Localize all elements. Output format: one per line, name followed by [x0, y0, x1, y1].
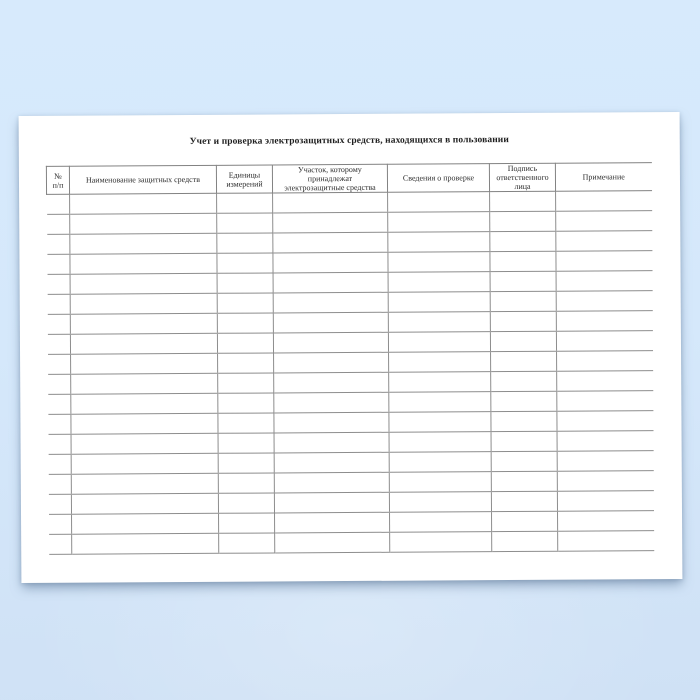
- empty-cell: [389, 492, 491, 513]
- empty-cell: [218, 473, 274, 493]
- empty-cell: [47, 234, 70, 254]
- empty-cell: [557, 491, 653, 512]
- empty-cell: [219, 513, 275, 533]
- empty-cell: [47, 214, 70, 234]
- empty-cell: [48, 394, 71, 414]
- empty-cell: [389, 472, 491, 493]
- page-title: Учет и проверка электрозащитных средств, находящихся в пользовании: [189, 135, 509, 147]
- empty-cell: [218, 413, 274, 433]
- empty-cell: [491, 491, 557, 511]
- header-row: [46, 163, 651, 195]
- empty-cell: [557, 391, 653, 412]
- empty-cell: [557, 451, 653, 472]
- empty-cell: [47, 334, 70, 354]
- empty-cell: [556, 331, 652, 352]
- empty-cell: [490, 271, 556, 291]
- empty-cell: [274, 412, 389, 433]
- empty-cell: [217, 273, 273, 293]
- empty-cell: [274, 352, 389, 373]
- empty-cell: [388, 332, 490, 353]
- empty-cell: [388, 192, 490, 213]
- empty-cell: [388, 292, 490, 313]
- empty-cell: [218, 433, 274, 453]
- empty-cell: [70, 273, 217, 294]
- empty-cell: [71, 373, 218, 394]
- empty-cell: [557, 471, 653, 492]
- column-header: Примечание: [555, 163, 651, 192]
- empty-cell: [70, 253, 217, 274]
- column-header: Единицы измерений: [216, 165, 272, 193]
- empty-cell: [219, 533, 275, 553]
- empty-cell: [389, 372, 491, 393]
- empty-cell: [274, 492, 389, 513]
- empty-cell: [273, 192, 388, 213]
- empty-cell: [71, 353, 218, 374]
- register-table: [46, 162, 654, 555]
- empty-cell: [273, 232, 388, 253]
- empty-cell: [217, 233, 273, 253]
- empty-cell: [491, 391, 557, 411]
- empty-cell: [72, 533, 219, 554]
- empty-cell: [388, 212, 490, 233]
- empty-cell: [273, 332, 388, 353]
- empty-cell: [47, 294, 70, 314]
- empty-cell: [273, 312, 388, 333]
- empty-cell: [48, 374, 71, 394]
- document-page: [19, 112, 683, 583]
- empty-cell: [274, 472, 389, 493]
- empty-cell: [389, 432, 491, 453]
- empty-cell: [389, 452, 491, 473]
- empty-cell: [491, 451, 557, 471]
- empty-cell: [389, 392, 491, 413]
- empty-cell: [72, 513, 219, 534]
- empty-cell: [490, 191, 556, 211]
- empty-cell: [49, 534, 72, 554]
- empty-cell: [70, 293, 217, 314]
- empty-cell: [388, 312, 490, 333]
- empty-cell: [217, 213, 273, 233]
- empty-cell: [556, 231, 652, 252]
- empty-cell: [217, 333, 273, 353]
- empty-cell: [70, 193, 217, 214]
- empty-cell: [492, 511, 558, 531]
- empty-cell: [388, 272, 490, 293]
- empty-cell: [490, 231, 556, 251]
- empty-cell: [47, 274, 70, 294]
- empty-cell: [48, 414, 71, 434]
- empty-cell: [218, 453, 274, 473]
- empty-cell: [70, 313, 217, 334]
- empty-cell: [71, 493, 218, 514]
- column-header: Сведения о проверке: [387, 164, 489, 193]
- empty-cell: [491, 351, 557, 371]
- empty-cell: [217, 253, 273, 273]
- empty-cell: [47, 194, 70, 214]
- empty-cell: [49, 514, 72, 534]
- empty-cell: [389, 412, 491, 433]
- empty-cell: [48, 474, 71, 494]
- empty-cell: [218, 353, 274, 373]
- empty-cell: [274, 392, 389, 413]
- table-body: [47, 191, 654, 555]
- empty-cell: [389, 352, 491, 373]
- empty-cell: [556, 271, 652, 292]
- empty-cell: [491, 371, 557, 391]
- empty-cell: [557, 351, 653, 372]
- empty-cell: [273, 272, 388, 293]
- empty-cell: [217, 293, 273, 313]
- empty-cell: [557, 411, 653, 432]
- empty-cell: [556, 211, 652, 232]
- empty-cell: [491, 411, 557, 431]
- empty-cell: [70, 233, 217, 254]
- empty-cell: [390, 512, 492, 533]
- empty-cell: [48, 434, 71, 454]
- empty-cell: [47, 254, 70, 274]
- empty-cell: [558, 511, 654, 532]
- empty-cell: [274, 432, 389, 453]
- empty-cell: [71, 473, 218, 494]
- empty-cell: [48, 494, 71, 514]
- empty-cell: [47, 314, 70, 334]
- column-header: Участок, которому принадлежат электрозащитные средства: [272, 164, 387, 193]
- empty-cell: [273, 252, 388, 273]
- empty-cell: [71, 453, 218, 474]
- empty-cell: [70, 333, 217, 354]
- column-header: Подпись ответственного лица: [489, 163, 555, 191]
- empty-cell: [492, 531, 558, 551]
- column-header: Наименование защитных средств: [69, 165, 216, 194]
- empty-cell: [217, 193, 273, 213]
- empty-cell: [390, 532, 492, 553]
- empty-cell: [274, 452, 389, 473]
- empty-cell: [490, 331, 556, 351]
- table-row: [49, 531, 654, 555]
- empty-cell: [388, 232, 490, 253]
- empty-cell: [557, 371, 653, 392]
- empty-cell: [275, 512, 390, 533]
- empty-cell: [70, 213, 217, 234]
- empty-cell: [556, 311, 652, 332]
- empty-cell: [217, 313, 273, 333]
- empty-cell: [218, 493, 274, 513]
- empty-cell: [274, 372, 389, 393]
- empty-cell: [218, 393, 274, 413]
- empty-cell: [491, 431, 557, 451]
- empty-cell: [556, 191, 652, 212]
- column-header: № п/п: [46, 166, 69, 194]
- empty-cell: [491, 471, 557, 491]
- empty-cell: [218, 373, 274, 393]
- empty-cell: [71, 413, 218, 434]
- empty-cell: [71, 433, 218, 454]
- empty-cell: [557, 431, 653, 452]
- empty-cell: [48, 354, 71, 374]
- empty-cell: [490, 251, 556, 271]
- empty-cell: [388, 252, 490, 273]
- empty-cell: [558, 531, 654, 552]
- empty-cell: [490, 291, 556, 311]
- empty-cell: [48, 454, 71, 474]
- empty-cell: [490, 311, 556, 331]
- empty-cell: [71, 393, 218, 414]
- empty-cell: [490, 211, 556, 231]
- empty-cell: [556, 251, 652, 272]
- empty-cell: [273, 212, 388, 233]
- empty-cell: [275, 532, 390, 553]
- empty-cell: [273, 292, 388, 313]
- empty-cell: [556, 291, 652, 312]
